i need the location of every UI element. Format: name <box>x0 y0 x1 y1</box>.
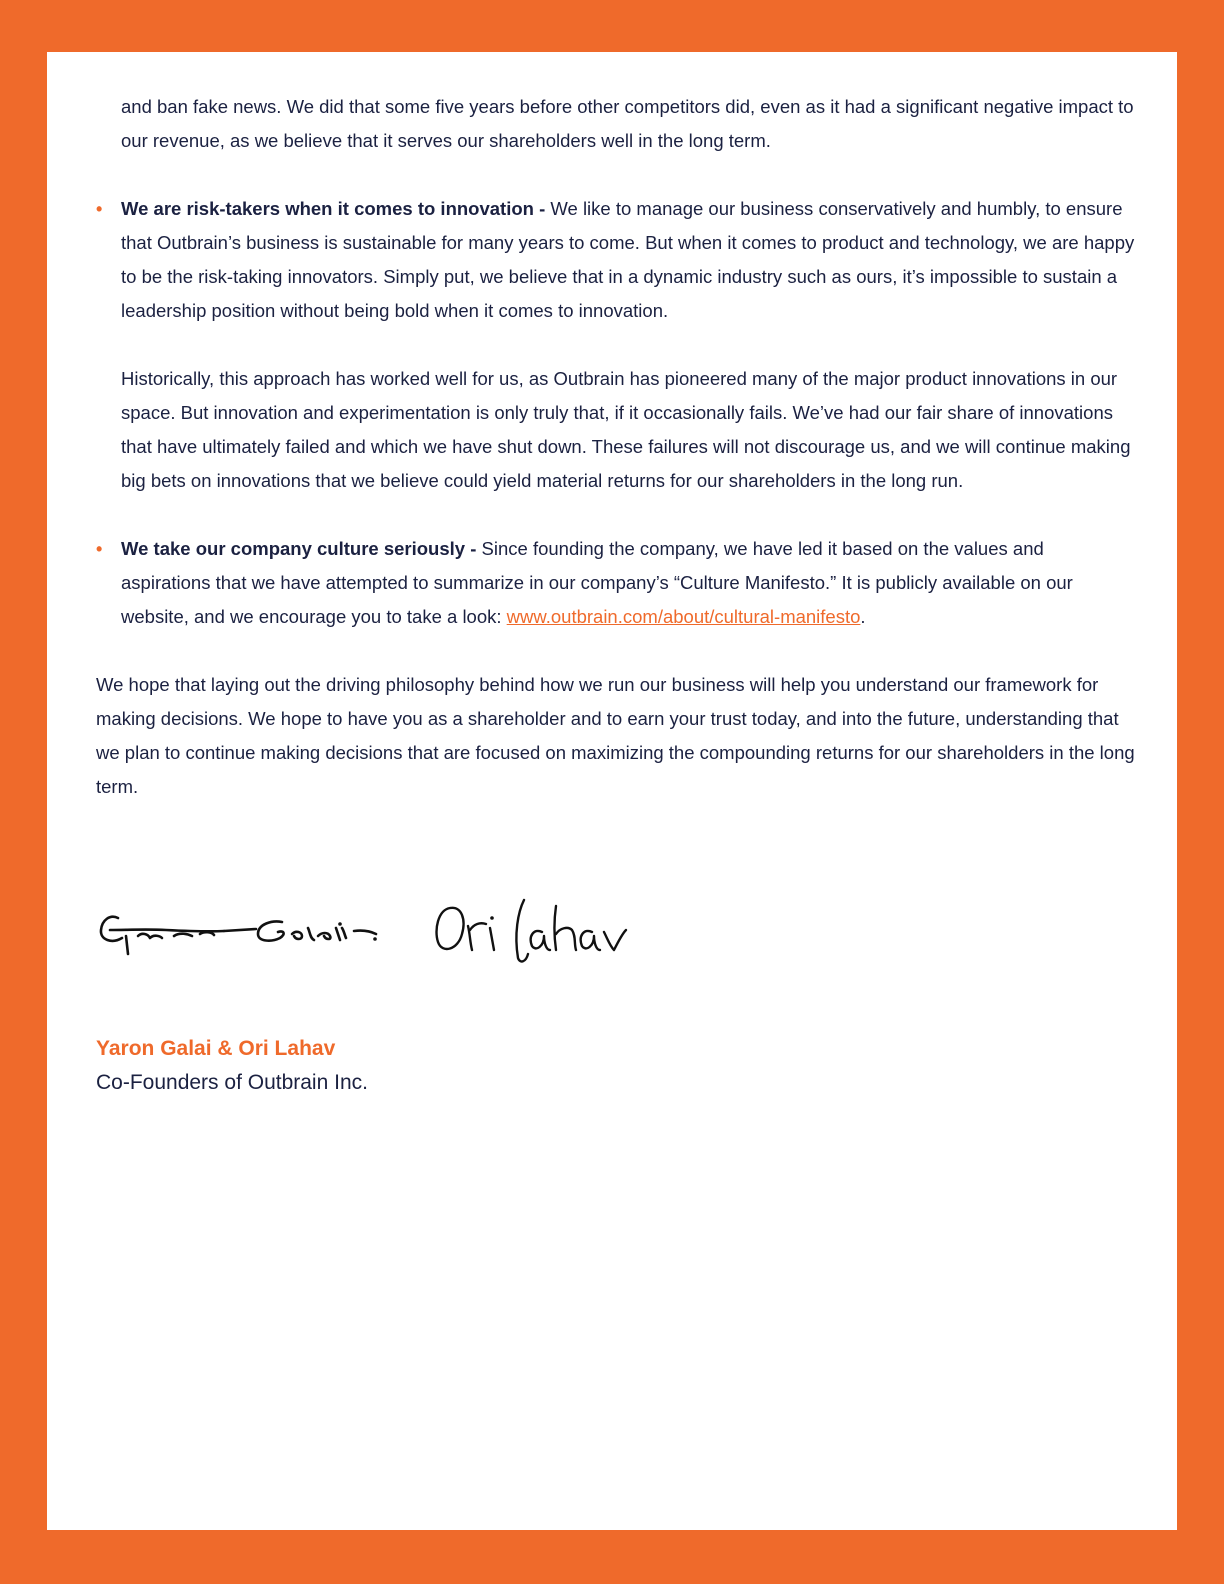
bullet-dot-icon: • <box>96 199 103 219</box>
bullet-innovation-heading: We are risk-takers when it comes to innovation - <box>121 198 546 219</box>
culture-manifesto-link[interactable]: www.outbrain.com/about/cultural-manifesto <box>506 606 861 627</box>
signatures <box>96 898 656 978</box>
bullet-culture-body: Since founding the company, we have led it based on the values and aspirations that we have attempted to summarize in our company’s “Culture Manifesto.” It is publicly available on our website, and we encourage you to take a look: <box>121 538 1073 627</box>
bullet-culture-heading: We take our company culture seriously - <box>121 538 477 559</box>
link-suffix: . <box>860 606 866 627</box>
bullet-culture <box>96 532 1136 634</box>
letter-page <box>47 52 1177 1530</box>
continuation-paragraph: and ban fake news. We did that some five years before other competitors did, even as it had a significant negative impact to our revenue, as we believe that it serves our shareholders well in the long term. <box>121 96 1134 151</box>
signer-name: Yaron Galai & Ori Lahav <box>96 1037 336 1060</box>
bullet-dot-icon: • <box>96 539 103 559</box>
signer-title: Co-Founders of Outbrain Inc. <box>96 1071 368 1094</box>
bullet-innovation-followup: Historically, this approach has worked well for us, as Outbrain has pioneered many of the major product innovations in our space. But innovation and experimentation is only truly that, if it occasionally fails. We’ve had our fair share of innovations that have ultimately failed and which we have shut down. These failures will not discourage us, and we will continue making big bets on innovations that we believe could yield material returns for our shareholders in the long run. <box>121 368 1131 491</box>
closing-paragraph: We hope that laying out the driving philosophy behind how we run our business will help you understand our framework for making decisions. We hope to have you as a shareholder and to earn your trust today, and into the future, understanding that we plan to continue making decisions that are focused on maximizing the compounding returns for our shareholders in the long term. <box>96 674 1135 797</box>
bullet-culture-paragraph <box>121 532 1136 634</box>
signer-block <box>96 1032 368 1100</box>
yaron-galai-signature <box>96 898 386 968</box>
ori-lahav-signature <box>432 892 642 972</box>
bullet-innovation-paragraph <box>121 192 1136 328</box>
bullet-innovation <box>96 192 1136 498</box>
bullet-innovation-body: We like to manage our business conservatively and humbly, to ensure that Outbrain’s business is sustainable for many years to come. But when it comes to product and technology, we are happy to be the risk-taking innovators. Simply put, we believe that in a dynamic industry such as ours, it’s impossible to sustain a leadership position without being bold when it comes to innovation. <box>121 198 1135 321</box>
letter-body <box>96 90 1136 804</box>
